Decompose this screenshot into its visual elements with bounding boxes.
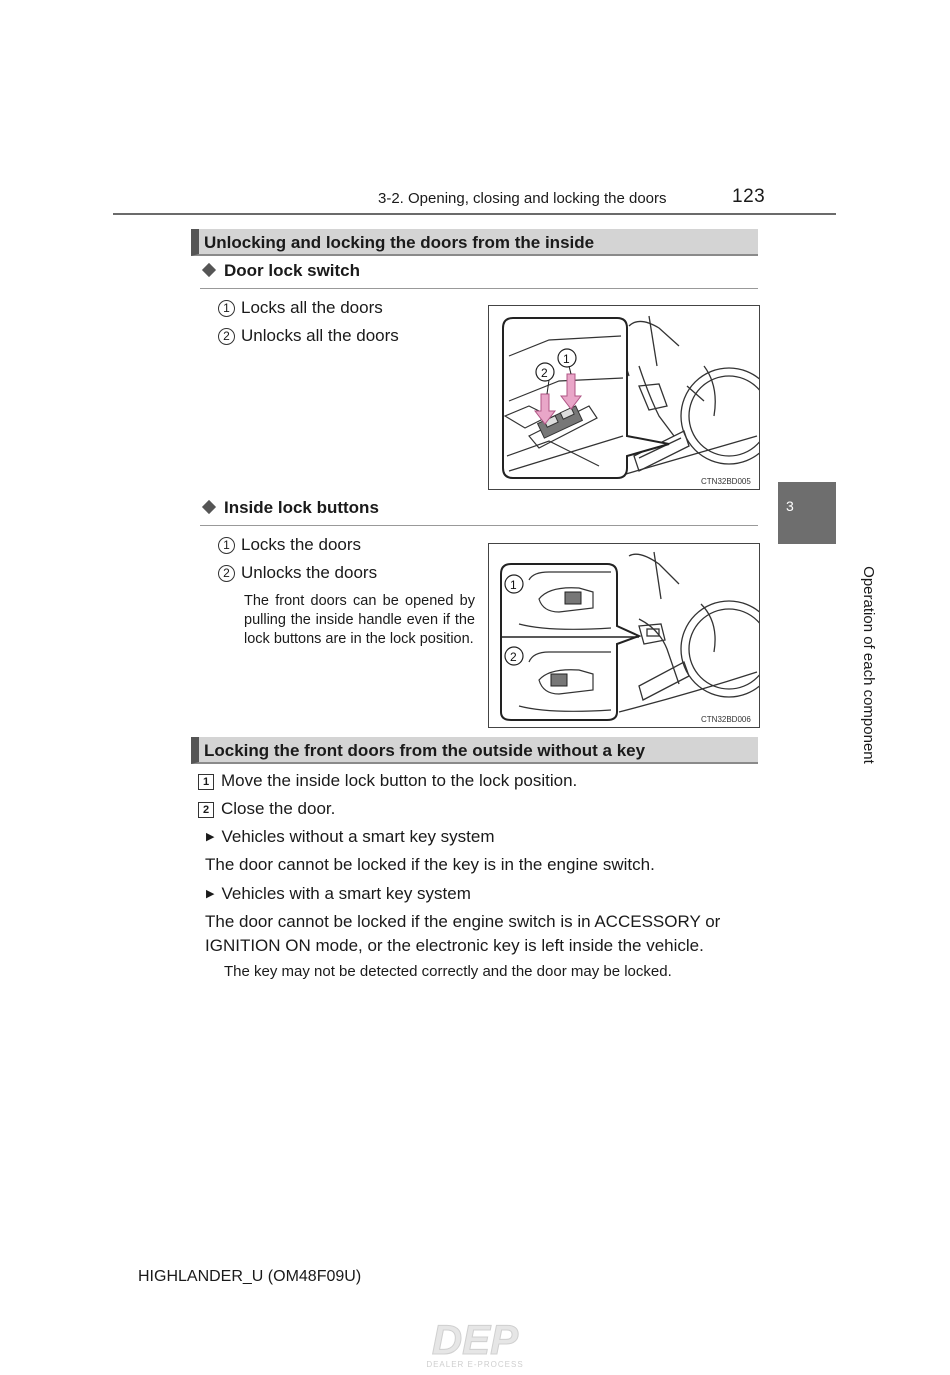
section-heading-inside (191, 229, 758, 256)
chapter-label: Operation of each component (860, 566, 877, 764)
note-text: The front doors can be opened by pulling the inside handle even if the lock buttons are in the lock position. (244, 593, 475, 647)
step-item (198, 799, 335, 819)
list-item (218, 563, 377, 583)
paragraph-line: IGNITION ON mode, or the electronic key is left inside the vehicle. (205, 936, 704, 955)
circled-number-icon: 1 (218, 537, 235, 554)
list-item-text: Locks all the doors (241, 298, 383, 317)
list-item (218, 326, 399, 346)
list-item-text: Locks the doors (241, 535, 362, 554)
list-item (218, 298, 383, 318)
section-title: Unlocking and locking the doors from the inside (204, 233, 595, 252)
diamond-bullet-icon (202, 500, 216, 514)
section-heading-outside (191, 737, 758, 764)
subheading-label: Door lock switch (224, 261, 361, 280)
list-item (218, 535, 361, 555)
callout-2-label: 2 (541, 366, 548, 380)
door-lock-switch-illustration (488, 305, 760, 490)
diamond-bullet-icon (202, 263, 216, 277)
chapter-number: 3 (786, 498, 794, 514)
page-number: 123 (732, 186, 766, 207)
subheading-inside-lock-buttons (200, 497, 758, 526)
subheading-door-lock-switch (200, 260, 758, 289)
callout-1-label: 1 (510, 578, 517, 592)
watermark-logo-text: DEP (431, 1318, 519, 1363)
subheading-label: Inside lock buttons (224, 498, 379, 517)
step-text: Close the door. (221, 799, 336, 818)
inside-lock-buttons-illustration (488, 543, 760, 728)
triangle-bullet-icon: ▶ (206, 888, 215, 900)
watermark-tagline: DEALER E-PROCESS (426, 1360, 524, 1369)
bullet-item (206, 884, 471, 904)
footer-model: HIGHLANDER_U (OM48F09U) (138, 1268, 362, 1285)
list-item-text: Unlocks the doors (241, 563, 378, 582)
paragraph-line: The door cannot be locked if the engine switch is in ACCESSORY or (205, 912, 721, 931)
step-number-icon: 1 (198, 774, 214, 790)
callout-1-label: 1 (563, 352, 570, 366)
list-item-text: Unlocks all the doors (241, 326, 399, 345)
step-item (198, 771, 577, 791)
circled-number-icon: 2 (218, 565, 235, 582)
step-text: Move the inside lock button to the lock position. (221, 771, 578, 790)
circled-number-icon: 1 (218, 300, 235, 317)
figure-code: CTN32BD005 (701, 477, 751, 486)
step-number-icon: 2 (198, 802, 214, 818)
footnote: The key may not be detected correctly and the door may be locked. (224, 963, 672, 980)
triangle-bullet-icon: ▶ (206, 831, 215, 843)
header-rule (113, 213, 836, 215)
dep-watermark-logo (408, 1318, 542, 1370)
bullet-item (206, 827, 495, 847)
chapter-tab (778, 482, 836, 544)
section-title: Locking the front doors from the outside without a key (204, 741, 646, 760)
circled-number-icon: 2 (218, 328, 235, 345)
paragraph: The door cannot be locked if the key is in the engine switch. (205, 855, 655, 874)
bullet-text: Vehicles without a smart key system (221, 827, 495, 846)
bullet-text: Vehicles with a smart key system (221, 884, 471, 903)
figure-code: CTN32BD006 (701, 715, 751, 724)
running-header: 3-2. Opening, closing and locking the doors (378, 190, 667, 207)
callout-2-label: 2 (510, 650, 517, 664)
